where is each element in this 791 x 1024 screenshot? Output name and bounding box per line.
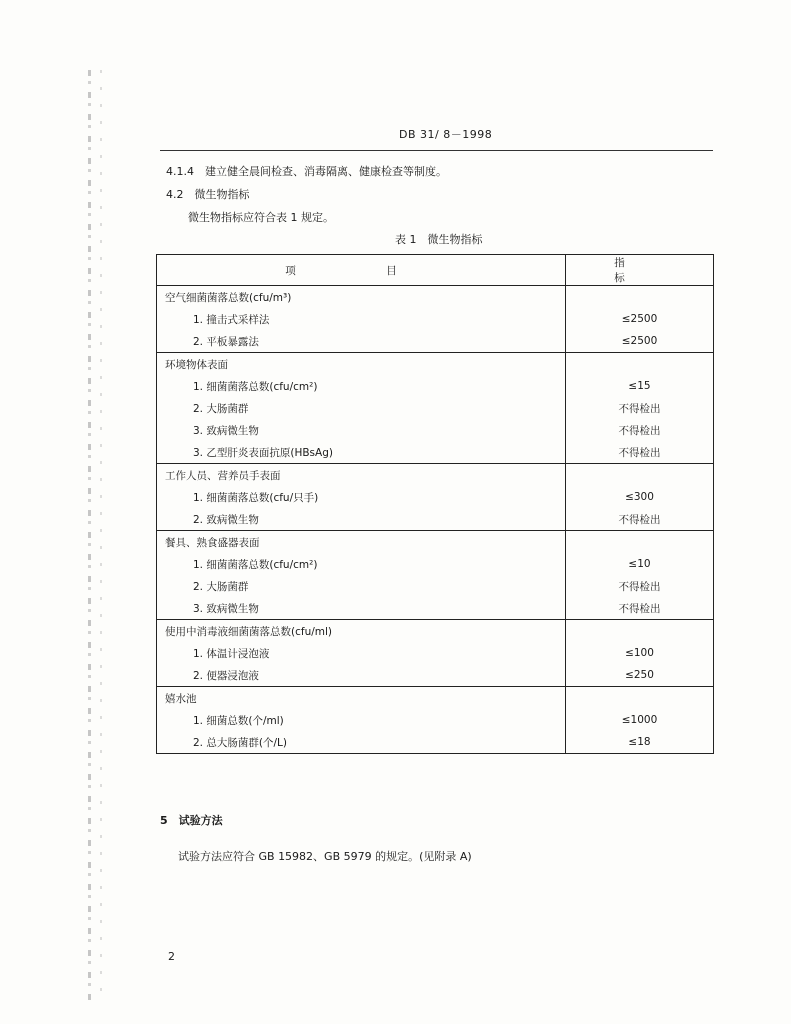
table-row: [157, 553, 714, 575]
table-row: [157, 597, 714, 620]
table-group-row: [157, 286, 714, 309]
group-title: 环境物体表面: [157, 353, 566, 376]
row-label: 1. 细菌菌落总数(cfu/只手): [157, 486, 566, 508]
row-label: 2. 总大肠菌群(个/L): [157, 731, 566, 754]
group-value-empty: [566, 687, 714, 710]
group-title: 空气细菌菌落总数(cfu/m³): [157, 286, 566, 309]
table-row: [157, 642, 714, 664]
table-group-row: [157, 531, 714, 554]
row-value: 不得检出: [618, 424, 661, 437]
table-row: [157, 397, 714, 419]
group-value-empty: [566, 286, 714, 309]
row-value: 不得检出: [566, 441, 714, 464]
table-header-row: [157, 255, 714, 286]
row-label: 1. 细菌菌落总数(cfu/cm²): [157, 553, 566, 575]
row-value: ≤100: [625, 647, 654, 659]
table-row: [157, 330, 714, 353]
table-row: [157, 731, 714, 754]
group-value-empty: [566, 620, 714, 643]
section-5-text: 试验方法应符合 GB 15982、GB 5979 的规定。(见附录 A): [178, 850, 472, 863]
column-header-item: 项 目: [157, 255, 566, 286]
row-label: 1. 体温计浸泡液: [157, 642, 566, 664]
row-label: 3. 乙型肝炎表面抗原(HBsAg): [157, 441, 566, 464]
table-row: [157, 441, 714, 464]
table-row: [157, 308, 714, 330]
row-value: 不得检出: [618, 402, 661, 415]
table-row: [157, 486, 714, 508]
table-row: [157, 419, 714, 441]
table-body: [157, 286, 714, 754]
row-label: 3. 致病微生物: [157, 597, 566, 620]
row-value: 不得检出: [618, 580, 661, 593]
row-value: ≤300: [625, 491, 654, 503]
row-label: 1. 细菌总数(个/ml): [157, 709, 566, 731]
page-number: 2: [168, 950, 175, 963]
table-row: [157, 664, 714, 687]
document-code: DB 31/ 8－1998: [399, 128, 493, 141]
clause-4-1-4: 4.1.4 建立健全晨间检查、消毒隔离、健康检查等制度。: [166, 165, 447, 178]
row-value: ≤250: [566, 664, 714, 687]
row-value: 不得检出: [566, 597, 714, 620]
row-label: 2. 致病微生物: [157, 508, 566, 531]
row-label: 2. 大肠菌群: [157, 575, 566, 597]
table-row: [157, 375, 714, 397]
row-value: ≤18: [628, 736, 651, 748]
table-group-row: [157, 687, 714, 710]
row-label: 1. 撞击式采样法: [157, 308, 566, 330]
header-rule: [160, 150, 713, 151]
row-value: 不得检出: [566, 508, 714, 531]
microbial-index-table: [156, 254, 714, 754]
group-value-empty: [566, 353, 714, 376]
row-value: ≤2500: [566, 330, 714, 353]
section-5-heading: 5 试验方法: [160, 814, 223, 827]
group-title: 餐具、熟食盛器表面: [157, 531, 566, 554]
clause-4-2-text: 微生物指标应符合表 1 规定。: [188, 211, 334, 224]
table-row: [157, 709, 714, 731]
scan-margin-artifact-2: [100, 70, 102, 1000]
clause-4-2-heading: 4.2 微生物指标: [166, 188, 250, 201]
row-label: 2. 平板暴露法: [157, 330, 566, 353]
table-group-row: [157, 620, 714, 643]
row-value: ≤15: [628, 380, 651, 392]
table-group-row: [157, 353, 714, 376]
row-label: 1. 细菌菌落总数(cfu/cm²): [157, 375, 566, 397]
scan-margin-artifact: [88, 70, 91, 1000]
table-caption: 表 1 微生物指标: [395, 233, 483, 246]
row-value: ≤1000: [621, 714, 658, 726]
row-value: ≤2500: [621, 313, 658, 325]
table-group-row: [157, 464, 714, 487]
table-row: [157, 575, 714, 597]
group-title: 工作人员、营养员手表面: [157, 464, 566, 487]
row-label: 2. 便器浸泡液: [157, 664, 566, 687]
row-value: ≤10: [628, 558, 651, 570]
group-value-empty: [566, 531, 714, 554]
group-value-empty: [566, 464, 714, 487]
row-label: 2. 大肠菌群: [157, 397, 566, 419]
row-label: 3. 致病微生物: [157, 419, 566, 441]
group-title: 嬉水池: [157, 687, 566, 710]
table-row: [157, 508, 714, 531]
group-title: 使用中消毒液细菌菌落总数(cfu/ml): [157, 620, 566, 643]
column-header-value: 指 标: [566, 255, 714, 286]
